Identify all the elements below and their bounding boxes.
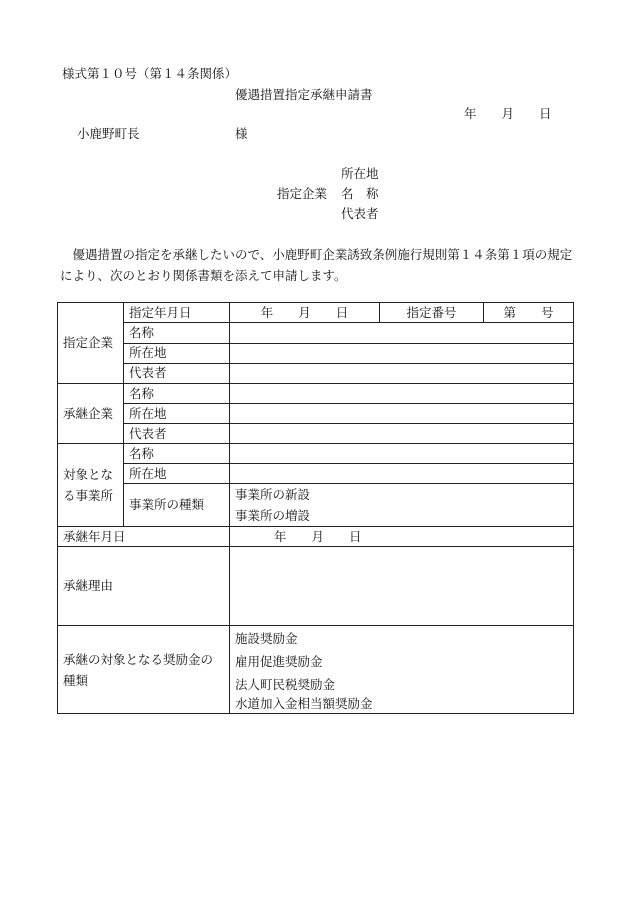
designation-number-label: 指定番号 [380, 303, 484, 323]
office-location-label: 所在地 [124, 464, 230, 484]
table-row [58, 527, 574, 547]
table-row [58, 404, 574, 424]
table-row [58, 547, 574, 626]
office-type-label: 事業所の種類 [124, 484, 230, 527]
application-table [57, 302, 574, 714]
designated-location-field[interactable] [230, 343, 574, 363]
designated-name-label: 名称 [124, 323, 230, 343]
succession-date-field[interactable]: 年 月 日 [230, 527, 574, 547]
incentive-water[interactable]: 水道加入金相当額奨励金 [235, 696, 373, 711]
incentive-corporate-tax[interactable]: 法人町民税奨励金 [235, 677, 336, 692]
form-number: 様式第１０号（第１４条関係） [62, 66, 238, 81]
succession-reason-field[interactable] [230, 547, 574, 626]
table-row [58, 444, 574, 464]
applicant-name-label: 名 称 [341, 186, 379, 201]
successor-name-label: 名称 [124, 384, 230, 404]
table-row [58, 303, 574, 323]
office-name-field[interactable] [230, 444, 574, 464]
successor-name-field[interactable] [230, 384, 574, 404]
incentive-employment[interactable]: 雇用促進奨励金 [235, 654, 323, 669]
office-type-new[interactable]: 事業所の新設 [235, 487, 311, 502]
applicant-location-label: 所在地 [341, 166, 379, 181]
office-type-expansion[interactable]: 事業所の増設 [235, 508, 311, 523]
designated-company-label: 指定企業 [58, 303, 124, 384]
office-location-field[interactable] [230, 464, 574, 484]
designated-location-label: 所在地 [124, 343, 230, 363]
succession-date-label: 承継年月日 [58, 527, 230, 547]
office-name-label: 名称 [124, 444, 230, 464]
successor-location-label: 所在地 [124, 404, 230, 424]
table-row [58, 384, 574, 404]
successor-company-label: 承継企業 [58, 384, 124, 444]
table-row [58, 424, 574, 444]
incentive-list [230, 626, 574, 714]
addressee: 小鹿野町長 [77, 126, 140, 141]
table-row [58, 363, 574, 383]
target-office-label: 対象となる事業所 [58, 444, 124, 527]
table-row [58, 464, 574, 484]
honorific: 様 [235, 126, 248, 141]
applicant-rep-label: 代表者 [341, 206, 379, 221]
successor-location-field[interactable] [230, 404, 574, 424]
form-title: 優遇措置指定承継申請書 [235, 87, 373, 102]
designation-date-field[interactable]: 年 月 日 [230, 303, 380, 323]
incentive-type-label: 承継の対象となる奨励金の種類 [58, 626, 230, 714]
body-text: 優遇措置の指定を承継したいので、小鹿野町企業誘致条例施行規則第１４条第１項の規定により、次のとおり関係書類を添えて申請します。 [60, 247, 573, 283]
designation-date-label: 指定年月日 [124, 303, 230, 323]
designated-rep-field[interactable] [230, 363, 574, 383]
successor-rep-field[interactable] [230, 424, 574, 444]
successor-rep-label: 代表者 [124, 424, 230, 444]
designated-rep-label: 代表者 [124, 363, 230, 383]
succession-reason-label: 承継理由 [58, 547, 230, 626]
table-row [58, 343, 574, 363]
applicant-group-label: 指定企業 [277, 186, 328, 201]
application-date: 年 月 日 [464, 106, 552, 121]
designation-number-field[interactable]: 第 号 [484, 303, 574, 323]
office-type-options[interactable] [230, 484, 574, 527]
table-row [58, 323, 574, 343]
table-row [58, 484, 574, 527]
table-row [58, 626, 574, 714]
designated-name-field[interactable] [230, 323, 574, 343]
incentive-facility[interactable]: 施設奨励金 [235, 631, 298, 646]
